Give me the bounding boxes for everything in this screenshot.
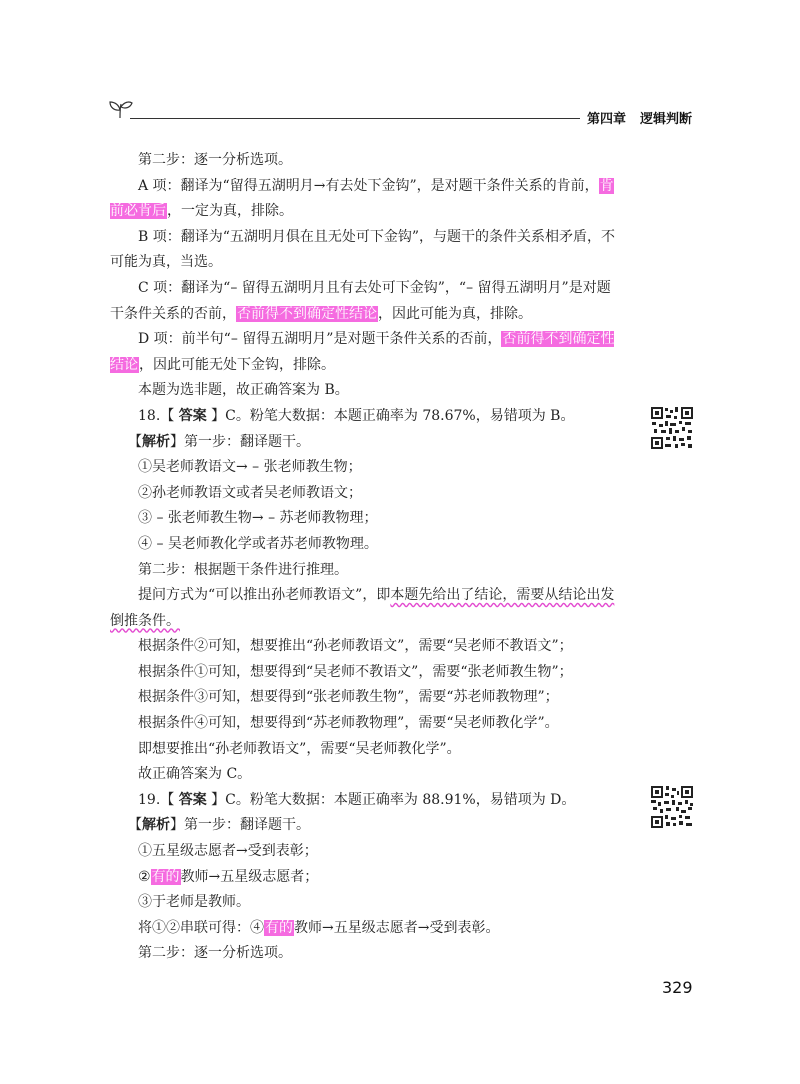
text: 】第一步：翻译题干。 <box>170 433 310 450</box>
reasoning-2: 根据条件①可知，想要得到“吴老师不教语文”，需要“张老师教生物”； <box>138 663 573 680</box>
text: 提问方式为“可以推出孙老师教语文”，即 <box>138 587 391 604</box>
reasoning-3: 根据条件③可知，想要得到“张老师教生物”，需要“苏老师教物理”； <box>138 689 559 706</box>
analysis-label: 解析 <box>142 433 170 450</box>
condition-19-1: ①五星级志愿者→受到表彰； <box>138 843 318 860</box>
text: 【 <box>128 817 142 834</box>
reasoning-5: 即想要推出“孙老师教语文”，需要“吴老师教化学”。 <box>138 740 461 757</box>
chapter-number: 第四章 <box>586 112 626 127</box>
paragraph-option-d <box>110 327 624 378</box>
paragraph-conclusion-17: 本题为选非题，故正确答案为 B。 <box>138 382 349 399</box>
analysis-19 <box>110 813 624 839</box>
answer-label: 答案 <box>178 407 207 424</box>
text: 】C。粉笔大数据：本题正确率为 88.91%，易错项为 D。 <box>206 791 576 808</box>
text: 】第一步：翻译题干。 <box>170 817 310 834</box>
highlight: 否前得不到确定性结论 <box>110 331 615 373</box>
qr-code-icon[interactable] <box>650 406 694 450</box>
chain-19 <box>110 916 624 942</box>
page-header <box>108 98 692 134</box>
text: 将①②串联可得：④ <box>138 919 264 936</box>
reasoning-1: 根据条件②可知，想要推出“孙老师教语文”，需要“吴老师不教语文”； <box>138 638 573 655</box>
page-number: 329 <box>662 978 693 997</box>
condition-19-3: ③于老师是教师。 <box>138 894 250 911</box>
wavy-underline: 本题先给出了结论，需要从结论出发倒推条件。 <box>110 587 615 629</box>
text: A 项：翻译为“留得五湖明月→有去处下金钩”，是对题干条件关系的肯前， <box>138 177 599 194</box>
text: 】C。粉笔大数据：本题正确率为 78.67%，易错项为 B。 <box>206 407 575 424</box>
answer-label: 答案 <box>178 791 207 808</box>
reasoning-4: 根据条件④可知，想要得到“苏老师教物理”，需要“吴老师教化学”。 <box>138 715 559 732</box>
paragraph-step2-19: 第二步：逐一分析选项。 <box>138 945 292 962</box>
condition-1: ①吴老师教语文→ – 张老师教生物； <box>138 459 362 476</box>
text: D 项：前半句“– 留得五湖明月”是对题干条件关系的否前， <box>138 331 502 348</box>
text: 教师→五星级志愿者→受到表彰。 <box>294 919 500 936</box>
text: 教师→五星级志愿者； <box>180 868 319 885</box>
page-body <box>110 148 624 967</box>
answer-19 <box>110 788 624 814</box>
text: 18.【 <box>138 407 179 424</box>
text: ，因此可能无处下金钩，排除。 <box>139 356 335 373</box>
paragraph-option-b: B 项：翻译为“五湖明月俱在且无处可下金钩”，与题干的条件关系相矛盾，不可能为真，当选。 <box>110 228 616 271</box>
paragraph-option-c <box>110 276 624 327</box>
condition-19-2 <box>110 865 624 891</box>
paragraph-step2: 第二步：逐一分析选项。 <box>138 152 292 168</box>
answer-18 <box>110 404 624 430</box>
highlight: 有的 <box>265 919 293 936</box>
analysis-label: 解析 <box>142 817 170 834</box>
header-rule <box>130 118 580 119</box>
chapter-name: 逻辑判断 <box>639 112 692 127</box>
highlight: 肯前必肯后 <box>110 177 614 220</box>
text: 【 <box>128 433 142 450</box>
paragraph-option-a <box>110 174 624 225</box>
condition-4: ④ – 吴老师教化学或者苏老师教物理。 <box>138 535 378 552</box>
chapter-title <box>587 108 692 127</box>
text: ，因此可能为真，排除。 <box>378 305 532 322</box>
paragraph-step2-18: 第二步：根据题干条件进行推理。 <box>138 561 348 578</box>
highlight: 有的 <box>151 868 180 885</box>
condition-2: ②孙老师教语文或者吴老师教语文； <box>138 484 362 501</box>
highlight: 否前得不到确定性结论 <box>237 305 377 322</box>
condition-3: ③ – 张老师教生物→ – 苏老师教物理； <box>138 510 378 527</box>
conclusion-18: 故正确答案为 C。 <box>138 766 252 783</box>
sprout-icon <box>108 98 134 120</box>
text: 19.【 <box>138 791 179 808</box>
text: ② <box>138 868 151 885</box>
text: C 项：翻译为“– 留得五湖明月且有去处可下金钩”，“– 留得五湖明月”是对题干条件关系的否前， <box>110 279 611 322</box>
paragraph-question-style <box>110 583 624 634</box>
qr-code-icon[interactable] <box>650 785 694 829</box>
text: ，一定为真，排除。 <box>167 203 293 220</box>
analysis-18 <box>110 430 624 456</box>
